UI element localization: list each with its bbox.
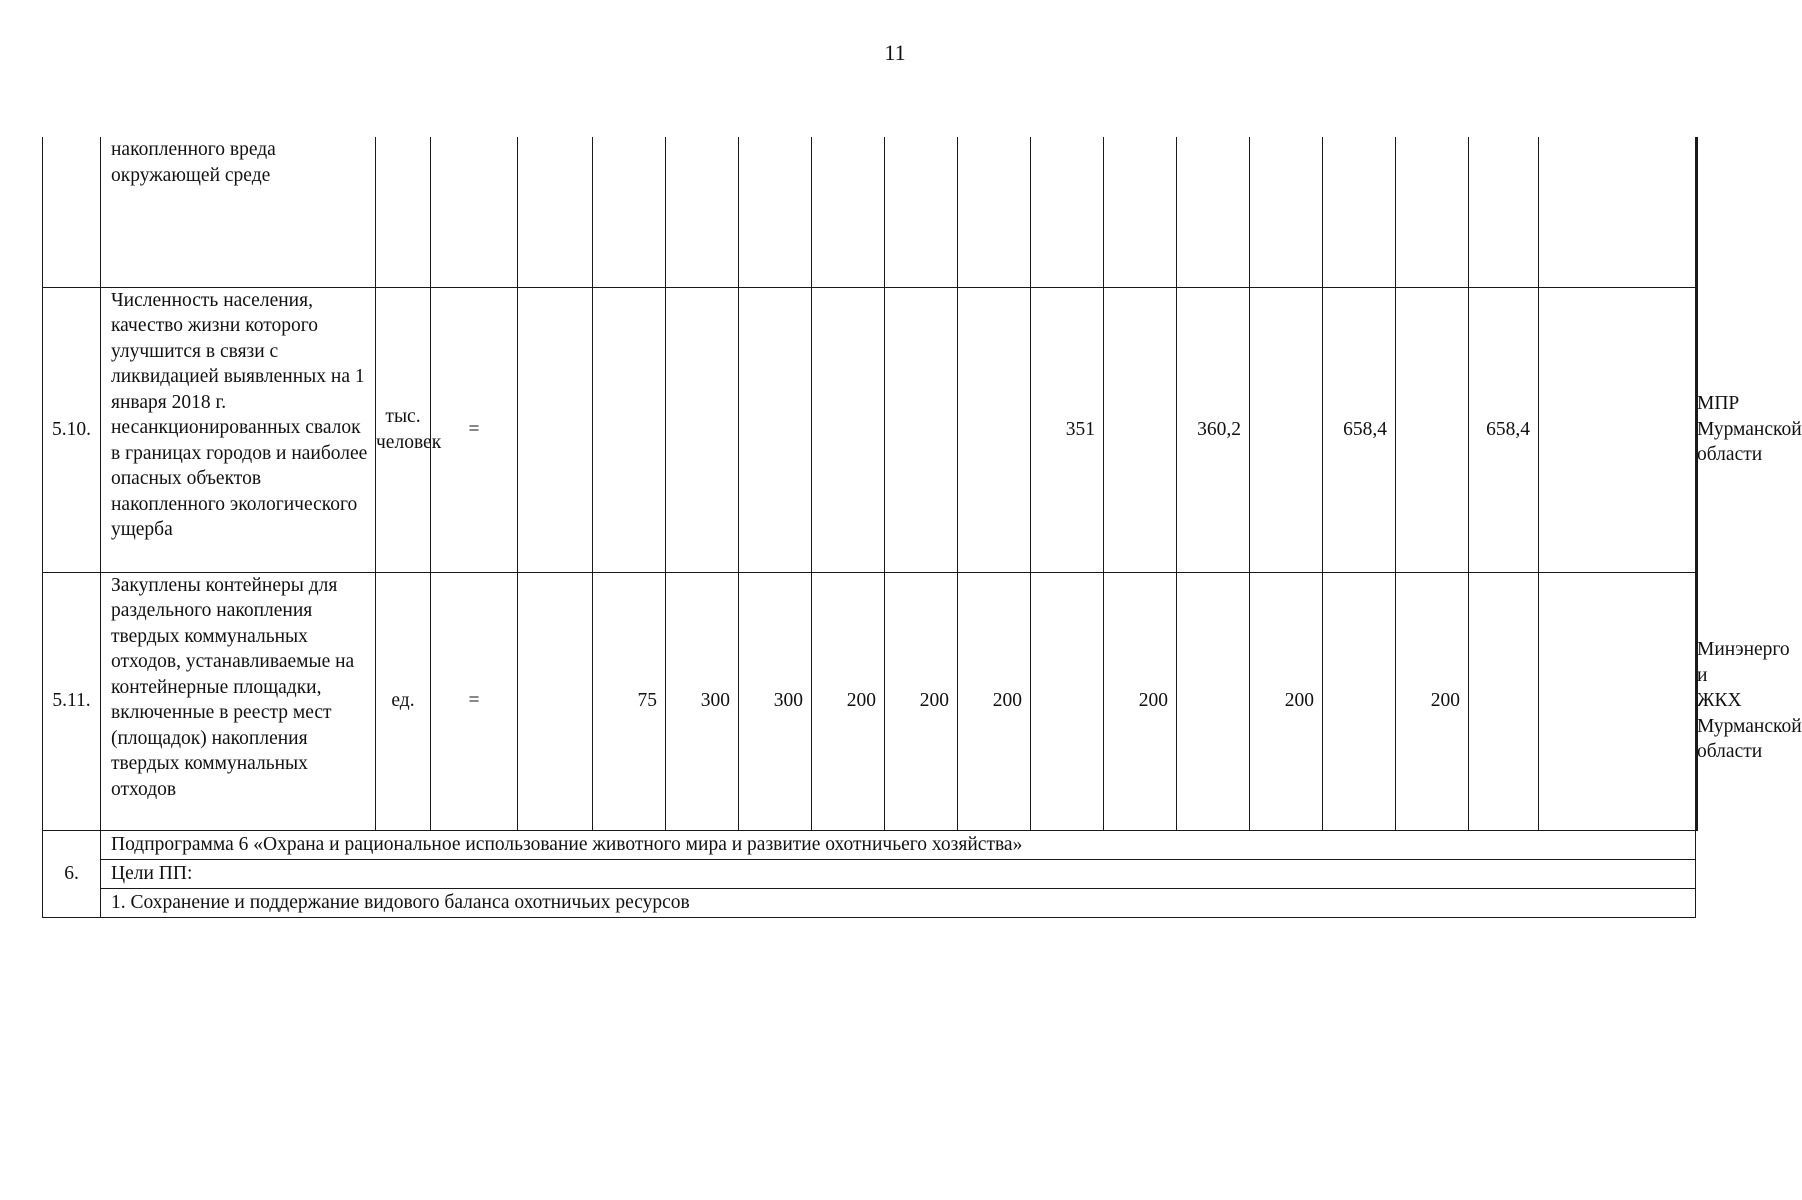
goal-item: 1. Сохранение и поддержание видового баланса охотничьих ресурсов <box>101 888 1696 917</box>
indicators-table <box>42 137 1802 918</box>
row-number <box>43 137 101 287</box>
unit-cell: ед. <box>376 572 431 830</box>
value-cell: 658,4 <box>1469 287 1539 572</box>
indicator-description: накопленного вреда окружающей среде <box>101 137 376 287</box>
value-cell <box>739 287 812 572</box>
value-cell <box>666 137 739 287</box>
value-cell <box>958 137 1031 287</box>
responsible-cell: Минэнерго и ЖКХ Мурманской области <box>1697 572 1698 830</box>
value-cell: 200 <box>1104 572 1177 830</box>
value-cell: 75 <box>593 572 666 830</box>
unit-cell <box>376 137 431 287</box>
value-cell: 360,2 <box>1177 287 1250 572</box>
value-cell <box>1104 287 1177 572</box>
unit-cell: тыс. человек <box>376 287 431 572</box>
page-number: 11 <box>884 40 906 65</box>
value-cell <box>1396 287 1469 572</box>
value-cell: 351 <box>1031 287 1104 572</box>
mark-cell <box>431 137 518 287</box>
value-cell <box>1104 137 1177 287</box>
table-row <box>43 287 1698 572</box>
value-cell <box>1396 137 1469 287</box>
value-cell <box>1250 287 1323 572</box>
value-cell: 200 <box>885 572 958 830</box>
value-cell <box>1031 137 1104 287</box>
value-cell: 300 <box>666 572 739 830</box>
value-cell <box>1250 137 1323 287</box>
value-cell <box>518 137 593 287</box>
value-cell: 200 <box>958 572 1031 830</box>
section-row <box>43 859 1698 888</box>
goals-label: Цели ПП: <box>101 859 1696 888</box>
value-cell <box>1539 137 1696 287</box>
indicator-description: Закуплены контейнеры для раздельного накопления твердых коммунальных отходов, устанавливаемые на контейнерные площадки, включенные в реестр мест (площадок) накопления твердых коммунальных отходов <box>101 572 376 830</box>
value-cell <box>518 572 593 830</box>
value-cell <box>1177 137 1250 287</box>
value-cell <box>1539 287 1696 572</box>
value-cell <box>1177 572 1250 830</box>
value-cell: 658,4 <box>1323 287 1396 572</box>
row-number: 5.10. <box>43 287 101 572</box>
value-cell <box>739 137 812 287</box>
value-cell <box>958 287 1031 572</box>
table-row <box>43 137 1698 287</box>
value-cell <box>593 287 666 572</box>
value-cell <box>1323 572 1396 830</box>
mark-cell: = <box>431 287 518 572</box>
subprogram-title: Подпрограмма 6 «Охрана и рациональное использование животного мира и развитие охотничьего хозяйства» <box>101 830 1696 859</box>
table-row <box>43 572 1698 830</box>
value-cell <box>885 137 958 287</box>
row-number: 5.11. <box>43 572 101 830</box>
value-cell: 200 <box>1396 572 1469 830</box>
value-cell <box>812 137 885 287</box>
responsible-cell <box>1697 137 1698 287</box>
table-body <box>43 137 1802 917</box>
value-cell <box>666 287 739 572</box>
indicator-description: Численность населения, качество жизни которого улучшится в связи с ликвидацией выявленных на 1 января 2018 г. несанкционированных свалок в границах городов и наиболее опасных объектов накопленного экологического ущерба <box>101 287 376 572</box>
section-number: 6. <box>43 830 101 917</box>
value-cell <box>1323 137 1396 287</box>
value-cell <box>1469 137 1539 287</box>
value-cell <box>812 287 885 572</box>
value-cell <box>593 137 666 287</box>
value-cell: 200 <box>1250 572 1323 830</box>
mark-cell: = <box>431 572 518 830</box>
value-cell: 300 <box>739 572 812 830</box>
responsible-cell: МПР Мурманской области <box>1697 287 1698 572</box>
value-cell <box>518 287 593 572</box>
value-cell <box>1469 572 1539 830</box>
value-cell: 200 <box>812 572 885 830</box>
section-row <box>43 830 1698 859</box>
value-cell <box>1539 572 1696 830</box>
value-cell <box>885 287 958 572</box>
section-row <box>43 888 1698 917</box>
value-cell <box>1031 572 1104 830</box>
